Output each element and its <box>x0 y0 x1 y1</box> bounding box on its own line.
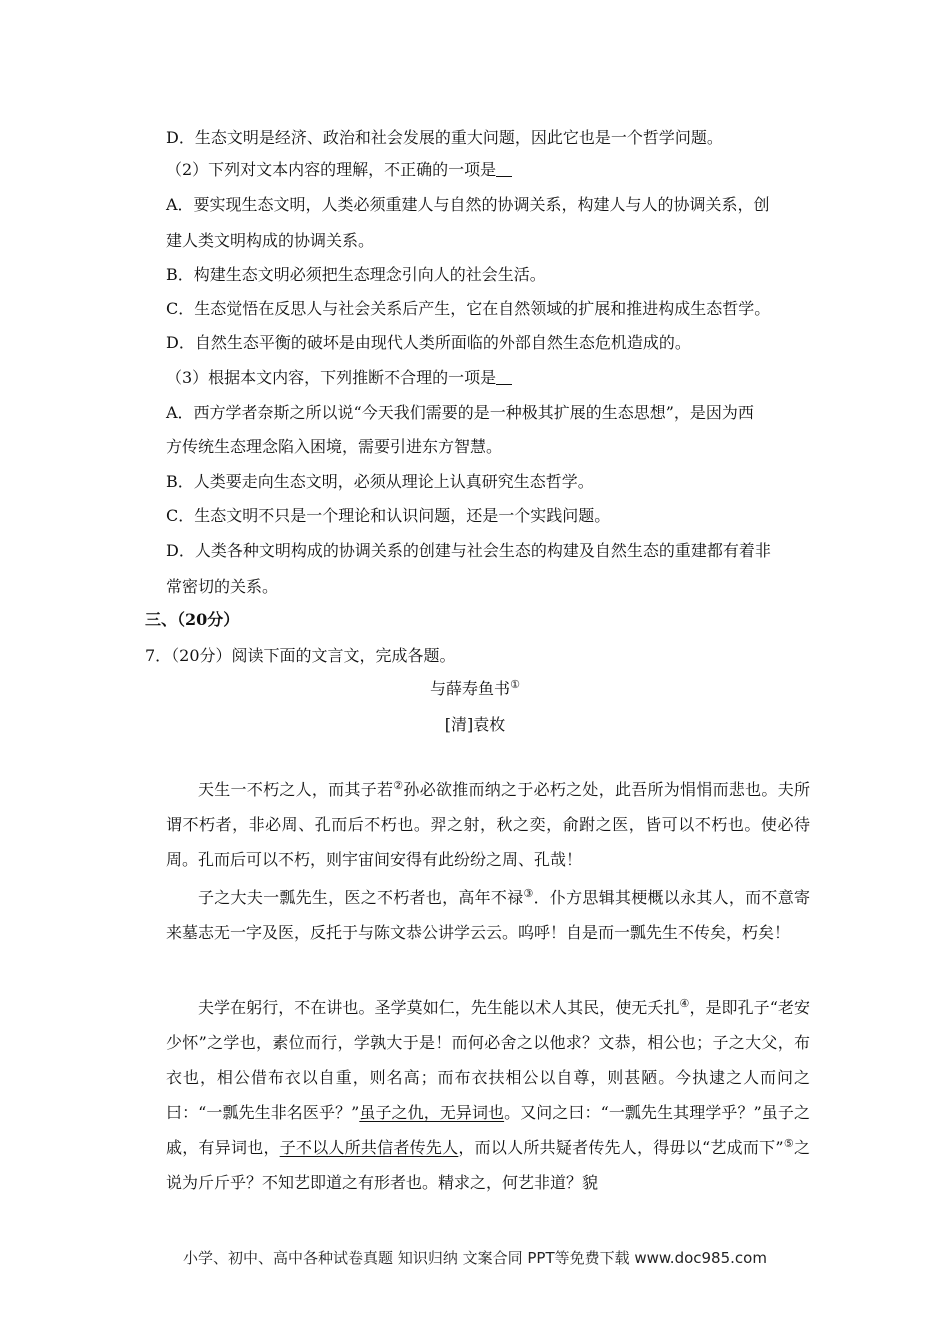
p2-text-a: 子之大夫一瓢先生，医之不朽者也，高年不禄 <box>198 888 524 907</box>
p3-text-d: ，而以人所共疑者传先人，得毋以“艺成而下” <box>458 1138 784 1157</box>
answer-blank <box>496 368 512 385</box>
answer-blank <box>496 160 512 177</box>
q1-option-d: D．生态文明是经济、政治和社会发展的重大问题，因此它也是一个哲学问题。 <box>166 128 723 147</box>
q3-stem-text: （3）根据本文内容，下列推断不合理的一项是 <box>166 368 497 387</box>
p1-text-b: 孙必欲推而纳之于必朽之处，此吾所为悁悁而悲也。夫所谓不朽者，非必周、孔而后不朽也。羿之射，秋之奕，俞跗之医，皆可以不朽也。使必待周。孔而后可以不朽，则宇宙间安得有此纷纷之周、孔哉！ <box>166 780 810 869</box>
p1-text-a: 天生一不朽之人，而其子若 <box>198 780 394 799</box>
p3-text-e: 之说为斤斤乎？不知艺即道之有形者也。精求之，何艺非道？貌 <box>166 1138 810 1192</box>
q2-option-c: C．生态觉悟在反思人与社会关系后产生，它在自然领域的扩展和推进构成生态哲学。 <box>166 299 771 318</box>
q3-option-a-line2: 方传统生态理念陷入困境，需要引进东方智慧。 <box>166 437 503 456</box>
article-title <box>0 678 950 700</box>
underlined-sentence-1: 虽子之仇，无异词也 <box>359 1103 505 1122</box>
p3-text-c: 。又问之曰：“一瓢先生其理学乎？”虽子之戚，有异词也， <box>166 1103 810 1157</box>
p2-text-b: ．仆方思辑其梗概以永其人，而不意寄来墓志无一字及医，反托于与陈文恭公讲学云云。呜呼！自是而一瓢先生不传矣，朽矣！ <box>166 888 810 942</box>
article-paragraph-3 <box>166 990 810 1200</box>
q3-option-b: B．人类要走向生态文明，必须从理论上认真研究生态哲学。 <box>166 472 594 491</box>
q2-option-d: D．自然生态平衡的破坏是由现代人类所面临的外部自然生态危机造成的。 <box>166 333 691 352</box>
q2-option-b: B．构建生态文明必须把生态理念引向人的社会生活。 <box>166 265 546 284</box>
article-paragraph-2 <box>166 880 810 950</box>
article-author: [清]袁枚 <box>444 715 506 734</box>
footnote-marker: ④ <box>679 997 690 1010</box>
q3-option-c: C．生态文明不只是一个理论和认识问题，还是一个实践问题。 <box>166 506 611 525</box>
q3-stem <box>166 367 512 389</box>
footnote-marker: ⑤ <box>783 1137 794 1150</box>
q3-option-d-line1: D．人类各种文明构成的协调关系的创建与社会生态的构建及自然生态的重建都有着非 <box>166 541 771 560</box>
q2-stem-text: （2）下列对文本内容的理解，不正确的一项是 <box>166 160 497 179</box>
q2-option-a-line2: 建人类文明构成的协调关系。 <box>166 231 375 250</box>
footnote-marker: ② <box>393 779 404 792</box>
section-heading: 三、（20分） <box>145 610 240 629</box>
question-7-stem: 7．（20分）阅读下面的文言文，完成各题。 <box>145 646 456 665</box>
q2-stem <box>166 159 512 181</box>
page-footer: 小学、初中、高中各种试卷真题 知识归纳 文案合同 PPT等免费下载 www.doc985.com <box>183 1249 767 1267</box>
q3-option-d-line2: 常密切的关系。 <box>166 577 279 596</box>
p3-text-b: ，是即孔子“老安少怀”之学也，素位而行，学孰大于是！而何必舍之以他求？文恭，相公也；子之大父，布衣也，相公借布衣以自重，则名高；而布衣扶相公以自尊，则甚陋。今执逮之人而问之曰：“一瓢先生非名医乎？” <box>166 998 810 1122</box>
q3-option-a-line1: A．西方学者奈斯之所以说“今天我们需要的是一种极其扩展的生态思想”，是因为西 <box>166 403 754 422</box>
underlined-sentence-2: 子不以人所共信者传先人 <box>279 1138 459 1157</box>
footnote-marker: ① <box>510 678 520 691</box>
article-paragraph-1 <box>166 772 810 877</box>
article-title-text: 与薛寿鱼书 <box>430 679 511 698</box>
p3-text-a: 夫学在躬行，不在讲也。圣学莫如仁，先生能以术人其民，使无夭扎 <box>198 998 680 1017</box>
footnote-marker: ③ <box>523 887 534 900</box>
q2-option-a-line1: A．要实现生态文明，人类必须重建人与自然的协调关系，构建人与人的协调关系，创 <box>166 195 770 214</box>
